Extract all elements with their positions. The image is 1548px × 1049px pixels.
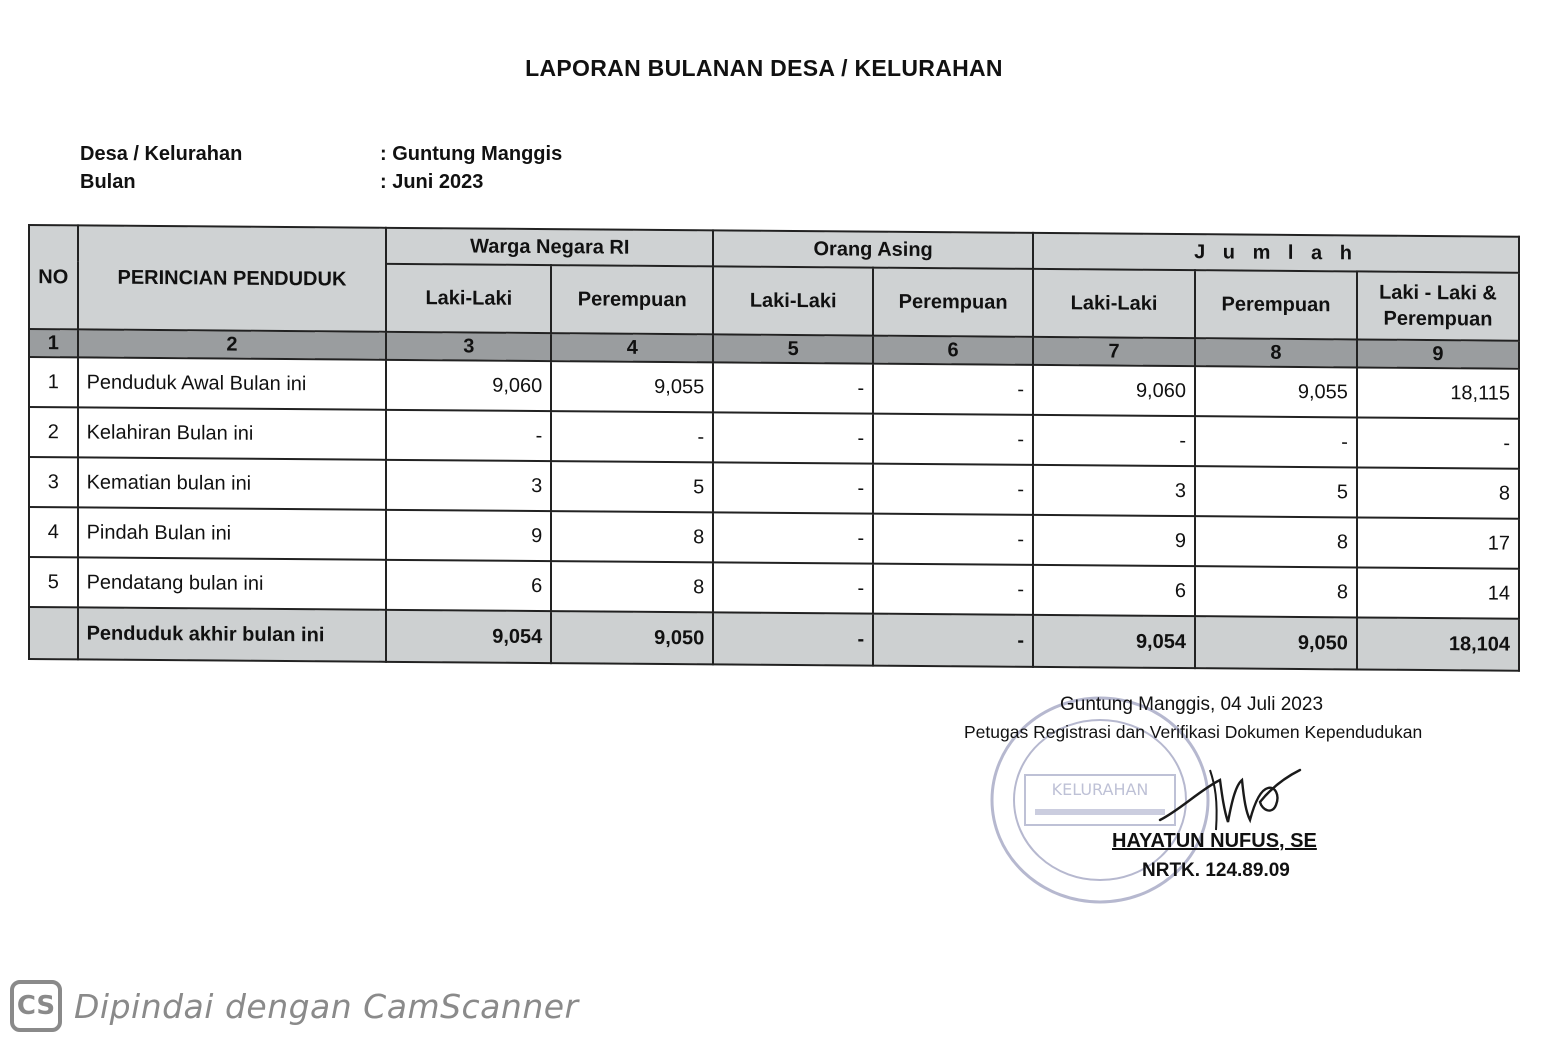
cell-value: - [713, 512, 873, 563]
stamp-text: KELURAHAN [1051, 780, 1149, 799]
cell-value: - [1195, 416, 1357, 467]
meta-value: : Guntung Manggis [380, 143, 563, 165]
row-no: 1 [29, 357, 78, 407]
total-value: - [873, 614, 1033, 667]
total-value: - [713, 612, 873, 665]
header-group-jumlah: J u m l a h [1033, 233, 1519, 273]
cell-value: - [873, 414, 1033, 465]
cell-value: 9 [1033, 515, 1195, 566]
row-desc: Kematian bulan ini [78, 457, 387, 509]
subheader: Laki - Laki & Perempuan [1357, 271, 1519, 340]
cell-value: 8 [1357, 467, 1519, 518]
column-number: 4 [551, 333, 713, 362]
cell-value: - [551, 411, 713, 462]
cell-value: - [1033, 415, 1195, 466]
column-number: 3 [386, 332, 551, 361]
header-group-asing: Orang Asing [713, 230, 1033, 269]
column-number: 1 [29, 329, 78, 357]
camscanner-watermark [10, 980, 579, 1032]
cell-value: - [873, 464, 1033, 515]
total-no [29, 607, 78, 659]
cell-value: 6 [386, 560, 551, 611]
cell-value: 18,115 [1357, 367, 1519, 418]
row-desc: Pindah Bulan ini [78, 507, 387, 559]
row-no: 2 [29, 407, 78, 457]
cell-value: 8 [1195, 516, 1357, 567]
cell-value: 9 [386, 510, 551, 561]
cell-value: 9,060 [1033, 365, 1195, 416]
column-number: 6 [873, 336, 1033, 365]
cell-value: 5 [1195, 466, 1357, 517]
subheader: Perempuan [1195, 270, 1357, 339]
row-desc: Pendatang bulan ini [78, 557, 387, 609]
population-table [28, 224, 1520, 672]
subheader: Laki-Laki [1033, 269, 1195, 338]
subheader: Laki-Laki [713, 266, 873, 335]
sign-place-date: Guntung Manggis, 04 Juli 2023 [1060, 694, 1324, 715]
cell-value: - [713, 362, 873, 413]
row-no: 4 [29, 507, 78, 557]
column-number: 7 [1033, 337, 1195, 366]
column-number: 5 [713, 334, 873, 363]
total-value: 9,050 [1195, 616, 1357, 669]
cell-value: - [873, 364, 1033, 415]
cell-value: 3 [1033, 465, 1195, 516]
subheader: Perempuan [873, 268, 1033, 337]
total-value: 9,050 [551, 611, 713, 664]
meta-label: Bulan [80, 171, 136, 193]
meta-label: Desa / Kelurahan [80, 143, 243, 165]
cell-value: 9,055 [1195, 366, 1357, 417]
cell-value: - [713, 412, 873, 463]
cell-value: - [873, 514, 1033, 565]
cell-value: 9,060 [386, 360, 551, 411]
sign-role: Petugas Registrasi dan Verifikasi Dokumen Kependudukan [964, 722, 1423, 742]
row-desc: Penduduk Awal Bulan ini [78, 357, 387, 409]
subheader: Laki-Laki [386, 264, 551, 333]
column-number: 9 [1357, 339, 1519, 368]
total-value: 9,054 [1033, 615, 1195, 668]
cell-value: 9,055 [551, 361, 713, 412]
row-no: 5 [29, 557, 78, 607]
header-perincian: PERINCIAN PENDUDUK [78, 225, 387, 331]
cell-value: - [1357, 417, 1519, 468]
cell-value: - [873, 564, 1033, 615]
meta-value: : Juni 2023 [380, 171, 484, 193]
cell-value: 8 [1195, 566, 1357, 617]
header-group-wni: Warga Negara RI [386, 228, 713, 267]
cell-value: - [386, 410, 551, 461]
sign-name: HAYATUN NUFUS, SE [1112, 830, 1317, 852]
cell-value: - [713, 562, 873, 613]
column-number: 8 [1195, 338, 1357, 367]
cell-value: 8 [551, 561, 713, 612]
report-title: LAPORAN BULANAN DESA / KELURAHAN [525, 55, 1003, 81]
subheader: Perempuan [551, 265, 713, 334]
cell-value: 8 [551, 511, 713, 562]
total-value: 18,104 [1357, 617, 1519, 670]
report-meta [80, 140, 562, 196]
camscanner-logo-icon: CS [10, 980, 62, 1032]
header-no: NO [29, 225, 78, 329]
total-value: 9,054 [386, 610, 551, 663]
total-row [29, 607, 1519, 671]
cell-value: - [713, 462, 873, 513]
total-desc: Penduduk akhir bulan ini [78, 607, 387, 661]
row-desc: Kelahiran Bulan ini [78, 407, 387, 459]
cell-value: 5 [551, 461, 713, 512]
cell-value: 14 [1357, 567, 1519, 618]
handwritten-signature [1150, 750, 1310, 840]
meta-row-desa [80, 140, 562, 168]
column-number: 2 [78, 329, 387, 359]
cell-value: 6 [1033, 565, 1195, 616]
cell-value: 3 [386, 460, 551, 511]
row-no: 3 [29, 457, 78, 507]
sign-nrtk: NRTK. 124.89.09 [1142, 860, 1290, 881]
watermark-text: Dipindai dengan CamScanner [74, 986, 579, 1026]
cell-value: 17 [1357, 517, 1519, 568]
meta-row-bulan [80, 168, 562, 196]
